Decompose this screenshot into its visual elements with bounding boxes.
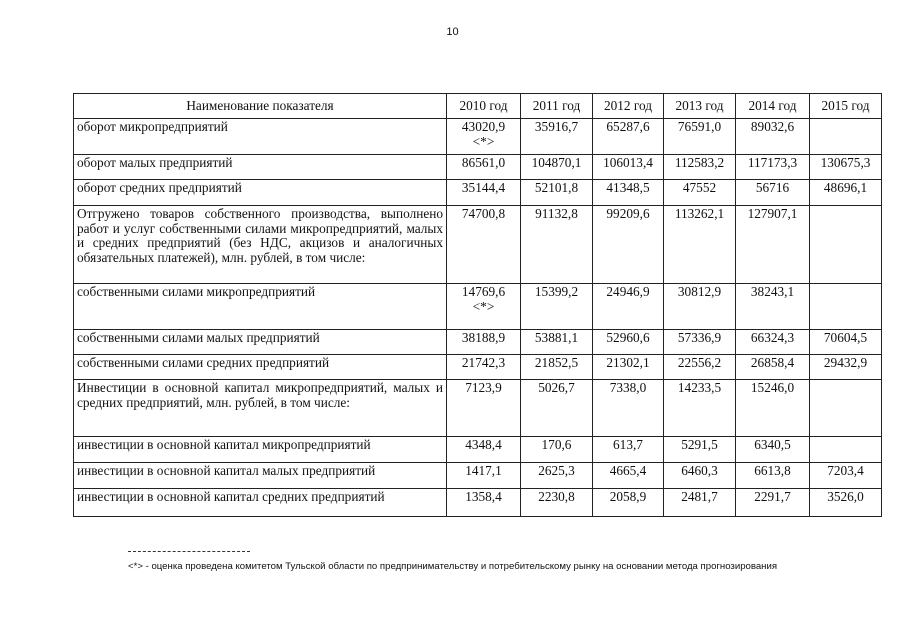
value-cell (593, 180, 664, 206)
value-cell (736, 206, 810, 284)
value-text: 52101,8 (534, 180, 579, 195)
table-row (74, 155, 882, 180)
value-cell (664, 119, 736, 155)
value-cell (593, 155, 664, 180)
value-cell (447, 180, 521, 206)
value-cell (521, 437, 593, 463)
value-cell (521, 155, 593, 180)
value-text: 3526,0 (827, 489, 864, 504)
value-cell (521, 330, 593, 355)
value-text: 2058,9 (609, 489, 647, 504)
footnote-text: <*> - оценка проведена комитетом Тульской области по предпринимательству и потребительскому рынку на основании метода прогнозирования (128, 561, 778, 572)
value-cell (664, 463, 736, 489)
value-text: 14233,5 (677, 380, 722, 395)
table-row (74, 463, 882, 489)
value-cell (593, 330, 664, 355)
value-cell (736, 489, 810, 517)
value-cell (447, 355, 521, 380)
value-cell (521, 463, 593, 489)
value-text: 113262,1 (674, 206, 725, 221)
value-cell (810, 330, 882, 355)
value-text: 6340,5 (754, 437, 791, 452)
value-cell (447, 463, 521, 489)
value-cell (810, 437, 882, 463)
value-cell (521, 380, 593, 437)
value-text: 1358,4 (465, 489, 502, 504)
value-cell (593, 119, 664, 155)
value-text: 91132,8 (535, 206, 578, 221)
indicator-name-cell: собственными силами малых предприятий (74, 330, 447, 355)
header-row (74, 94, 882, 119)
value-text: 5291,5 (681, 437, 718, 452)
value-cell (664, 380, 736, 437)
value-text: 35916,7 (534, 119, 579, 134)
value-cell (521, 489, 593, 517)
value-text: 52960,6 (606, 330, 650, 345)
value-cell (664, 206, 736, 284)
value-cell (593, 355, 664, 380)
value-text: 7203,4 (827, 463, 864, 478)
table-header (74, 94, 882, 119)
table-row (74, 489, 882, 517)
header-year-2010: 2010 год (447, 94, 521, 119)
value-text: 38243,1 (750, 284, 795, 299)
indicator-name-cell: инвестиции в основной капитал малых предприятий (74, 463, 447, 489)
header-year-2013: 2013 год (664, 94, 736, 119)
value-text: 43020,9 (461, 119, 506, 134)
indicator-name-cell: собственными силами средних предприятий (74, 355, 447, 380)
header-year-2011: 2011 год (521, 94, 593, 119)
value-cell (447, 119, 521, 155)
indicator-name-cell: инвестиции в основной капитал средних предприятий (74, 489, 447, 517)
page-number: 10 (446, 26, 459, 38)
value-text: 6613,8 (754, 463, 791, 478)
value-cell (736, 119, 810, 155)
value-text: 26858,4 (750, 355, 795, 370)
value-text: 89032,6 (750, 119, 795, 134)
table-row (74, 437, 882, 463)
value-cell (521, 284, 593, 330)
value-text: 117173,3 (747, 155, 798, 170)
value-text: 29432,9 (823, 355, 868, 370)
value-text: 7123,9 (465, 380, 502, 395)
value-cell (593, 489, 664, 517)
value-text: 70604,5 (823, 330, 868, 345)
value-text: 21852,5 (534, 355, 579, 370)
value-cell (810, 463, 882, 489)
value-text: 30812,9 (677, 284, 722, 299)
indicator-name-cell: Инвестиции в основной капитал микропредприятий, малых и средних предприятий, млн. рублей, в том числе: (74, 380, 447, 437)
value-cell (810, 180, 882, 206)
value-cell (810, 206, 882, 284)
value-text: 35144,4 (461, 180, 506, 195)
value-text: 5026,7 (538, 380, 575, 395)
header-year-2015: 2015 год (810, 94, 882, 119)
value-cell (810, 380, 882, 437)
table-row (74, 206, 882, 284)
table-row (74, 180, 882, 206)
value-cell (664, 489, 736, 517)
value-cell (736, 155, 810, 180)
value-text: 2291,7 (754, 489, 791, 504)
value-cell (664, 330, 736, 355)
value-cell (736, 284, 810, 330)
value-cell (593, 437, 664, 463)
value-text: 2481,7 (681, 489, 718, 504)
value-cell (664, 180, 736, 206)
value-text: 65287,6 (606, 119, 650, 134)
value-cell (593, 284, 664, 330)
value-text: 2230,8 (538, 489, 575, 504)
value-text: 170,6 (541, 437, 572, 452)
indicator-name-cell: собственными силами микропредприятий (74, 284, 447, 330)
value-cell (521, 119, 593, 155)
table-row (74, 119, 882, 155)
value-cell (664, 437, 736, 463)
value-text: 6460,3 (681, 463, 718, 478)
value-cell (810, 155, 882, 180)
footnote-marker: <*> (472, 298, 495, 314)
indicator-name-cell: Отгружено товаров собственного производства, выполнено работ и услуг собственными силами микропредприятий, малых и средних предприятий (без НДС, акцизов и аналогичных обязательных платежей), млн. рублей, в том числе: (74, 206, 447, 284)
value-cell (521, 180, 593, 206)
value-cell (447, 330, 521, 355)
value-text: 130675,3 (820, 155, 871, 170)
value-text: 38188,9 (461, 330, 506, 345)
header-year-2014: 2014 год (736, 94, 810, 119)
footnote-marker: <*> (472, 133, 495, 149)
value-cell (810, 355, 882, 380)
value-text: 7338,0 (609, 380, 647, 395)
value-cell (736, 463, 810, 489)
table-row (74, 284, 882, 330)
value-cell (810, 489, 882, 517)
value-cell (447, 155, 521, 180)
value-text: 21302,1 (606, 355, 650, 370)
value-cell (664, 284, 736, 330)
value-cell (521, 355, 593, 380)
header-year-2012: 2012 год (593, 94, 664, 119)
value-text: 112583,2 (674, 155, 725, 170)
value-text: 127907,1 (747, 206, 798, 221)
value-text: 4348,4 (465, 437, 502, 452)
value-cell (810, 119, 882, 155)
value-cell (593, 380, 664, 437)
value-text: 4665,4 (609, 463, 647, 478)
value-cell (593, 463, 664, 489)
value-cell (736, 355, 810, 380)
value-text: 66324,3 (750, 330, 795, 345)
value-text: 14769,6 (461, 284, 506, 299)
value-cell (664, 155, 736, 180)
indicator-name-cell: инвестиции в основной капитал микропредприятий (74, 437, 447, 463)
value-cell (736, 380, 810, 437)
value-text: 15399,2 (534, 284, 579, 299)
value-text: 2625,3 (538, 463, 575, 478)
value-text: 57336,9 (677, 330, 722, 345)
indicator-name-cell: оборот средних предприятий (74, 180, 447, 206)
indicator-name-cell: оборот малых предприятий (74, 155, 447, 180)
indicator-name-cell: оборот микропредприятий (74, 119, 447, 155)
value-cell (593, 206, 664, 284)
value-text: 15246,0 (750, 380, 795, 395)
value-text: 24946,9 (606, 284, 650, 299)
table-row (74, 380, 882, 437)
value-text: 86561,0 (461, 155, 506, 170)
value-text: 22556,2 (677, 355, 722, 370)
value-text: 613,7 (613, 437, 643, 452)
value-text: 104870,1 (531, 155, 582, 170)
value-cell (810, 284, 882, 330)
indicators-table (73, 93, 882, 517)
footnote-rule (128, 551, 250, 552)
header-indicator-name: Наименование показателя (74, 94, 447, 119)
value-text: 74700,8 (461, 206, 506, 221)
value-text: 21742,3 (461, 355, 506, 370)
table-body (74, 119, 882, 517)
value-text: 56716 (755, 180, 790, 195)
value-cell (447, 489, 521, 517)
value-cell (736, 180, 810, 206)
value-cell (447, 437, 521, 463)
value-text: 47552 (682, 180, 717, 195)
value-cell (447, 284, 521, 330)
value-text: 76591,0 (677, 119, 722, 134)
value-text: 99209,6 (606, 206, 650, 221)
value-cell (447, 380, 521, 437)
value-cell (521, 206, 593, 284)
table-row (74, 330, 882, 355)
table-row (74, 355, 882, 380)
value-cell (664, 355, 736, 380)
value-text: 53881,1 (534, 330, 579, 345)
value-text: 41348,5 (606, 180, 650, 195)
value-text: 48696,1 (823, 180, 868, 195)
value-cell (736, 330, 810, 355)
value-cell (736, 437, 810, 463)
value-text: 106013,4 (603, 155, 653, 170)
value-cell (447, 206, 521, 284)
value-text: 1417,1 (465, 463, 502, 478)
